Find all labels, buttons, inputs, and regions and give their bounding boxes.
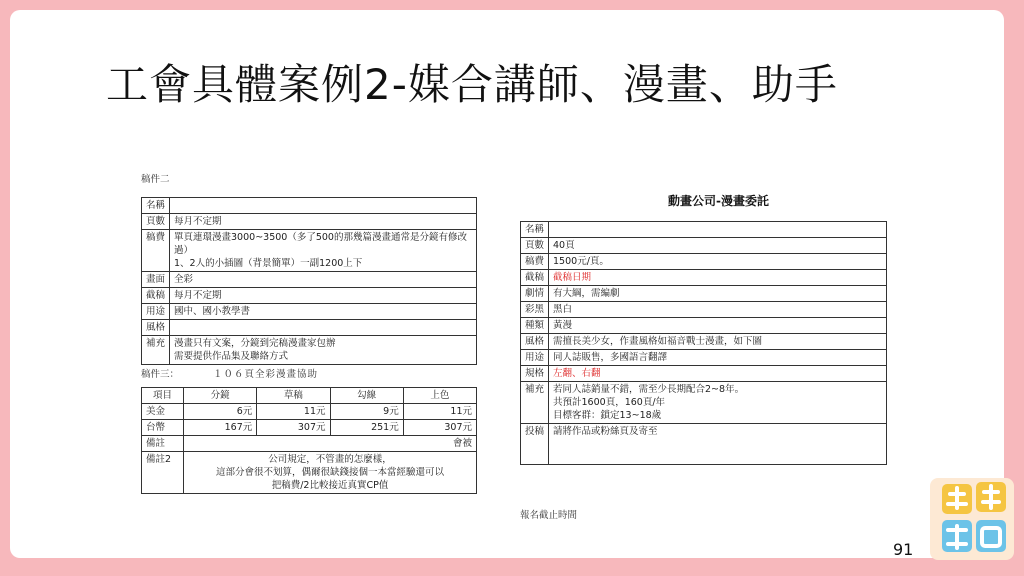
right-spec-row (521, 350, 887, 366)
note2-label: 備註2 (142, 452, 184, 494)
right-spec-row (521, 254, 887, 270)
left-caption-mid: 稿件三： (141, 369, 180, 380)
right-spec-label: 風格 (521, 334, 549, 350)
right-extra-line: 若同人誌銷量不錯，需至少長期配合2~8年。 (553, 384, 745, 395)
left-spec-row (142, 214, 477, 230)
left-spec-value-line: 單頁連環漫畫3000~3500（多了500的那幾篇漫畫通常是分鏡有修改過） (174, 232, 467, 256)
slide-title: 工會具體案例2-媒合講師、漫畫、助手 (106, 60, 838, 109)
price-grid-cell: 251元 (330, 420, 403, 436)
right-submit-label: 投稿 (521, 424, 549, 465)
price-grid-header-cell: 上色 (403, 388, 476, 404)
right-spec-value: 左翻、右翻 (549, 366, 887, 382)
price-grid-cell: 11元 (403, 404, 476, 420)
right-spec-value: 黃漫 (549, 318, 887, 334)
note2-value (184, 452, 477, 494)
note-value: 會被 (184, 436, 477, 452)
left-spec-value-line: 全彩 (174, 274, 194, 285)
left-spec-label: 截稿 (142, 288, 170, 304)
left-spec-value (170, 214, 477, 230)
left-spec-label: 名稱 (142, 198, 170, 214)
note2-line: 公司規定，不管畫的怎麼樣， (268, 454, 392, 465)
price-grid-cell: 11元 (257, 404, 330, 420)
right-spec-row (521, 366, 887, 382)
right-spec-label: 用途 (521, 350, 549, 366)
price-grid-header-cell: 分鏡 (184, 388, 257, 404)
right-spec-label: 名稱 (521, 222, 549, 238)
right-heading: 動畫公司-漫畫委託 (668, 194, 769, 208)
left-spec-value-line: 每月不定期 (174, 216, 222, 227)
left-spec-label: 稿費 (142, 230, 170, 272)
note-row (142, 436, 477, 452)
left-spec-value (170, 336, 477, 365)
right-spec-label: 截稿 (521, 270, 549, 286)
price-grid-cell: 9元 (330, 404, 403, 420)
right-spec-value: 同人誌販售，多國語言翻譯 (549, 350, 887, 366)
right-spec-value: 黑白 (549, 302, 887, 318)
right-spec-value: 有大綱，需編劇 (549, 286, 887, 302)
left-spec-row (142, 230, 477, 272)
left-spec-row (142, 336, 477, 365)
price-grid-cell: 307元 (257, 420, 330, 436)
price-grid-header-cell: 草稿 (257, 388, 330, 404)
left-spec-row (142, 198, 477, 214)
right-spec-value: 需擅長美少女，作畫風格如福音戰士漫畫，如下圖 (549, 334, 887, 350)
price-grid-header-row (142, 388, 477, 404)
right-spec-row (521, 318, 887, 334)
left-spec-row (142, 320, 477, 336)
right-extra-line: 目標客群：鎖定13~18歲 (553, 410, 662, 421)
right-submit-value: 請將作品或粉絲頁及寄至 (549, 424, 887, 465)
note2-row (142, 452, 477, 494)
left-caption-mid-2: １０６頁全彩漫畫協助 (213, 369, 319, 380)
right-spec-value: 1500元/頁。 (549, 254, 887, 270)
price-grid-cell: 167元 (184, 420, 257, 436)
price-grid-cell: 6元 (184, 404, 257, 420)
right-extra-value (549, 382, 887, 424)
price-grid-cell: 307元 (403, 420, 476, 436)
page-number: 91 (893, 540, 914, 559)
right-spec-value: 截稿日期 (549, 270, 887, 286)
right-row-submit (521, 424, 887, 465)
left-spec-value (170, 198, 477, 214)
right-spec-row (521, 302, 887, 318)
note2-line: 把稿費/2比較接近真實CP值 (271, 480, 389, 491)
price-grid-table (141, 387, 477, 494)
price-grid-row (142, 404, 477, 420)
left-spec-table (141, 197, 477, 365)
price-grid-cell: 美金 (142, 404, 184, 420)
left-spec-value-line: 每月不定期 (174, 290, 222, 301)
note-label: 備註 (142, 436, 184, 452)
price-grid-cell: 台幣 (142, 420, 184, 436)
right-spec-label: 彩黑 (521, 302, 549, 318)
left-spec-label: 用途 (142, 304, 170, 320)
right-footer: 報名截止時間 (520, 510, 578, 521)
left-spec-row (142, 272, 477, 288)
right-spec-row (521, 286, 887, 302)
right-spec-label: 規格 (521, 366, 549, 382)
right-spec-label: 頁數 (521, 238, 549, 254)
price-grid-header-cell: 項目 (142, 388, 184, 404)
right-spec-row (521, 270, 887, 286)
left-spec-row (142, 288, 477, 304)
left-spec-value-line: 需要提供作品集及聯絡方式 (174, 351, 289, 362)
right-extra-label: 補充 (521, 382, 549, 424)
left-spec-label: 補充 (142, 336, 170, 365)
left-spec-label: 頁數 (142, 214, 170, 230)
left-spec-value (170, 288, 477, 304)
price-grid-header-cell: 勾線 (330, 388, 403, 404)
right-spec-value (549, 222, 887, 238)
right-spec-row (521, 238, 887, 254)
right-spec-table (520, 221, 887, 465)
left-caption-top: 稿件二 (141, 174, 170, 185)
right-spec-row (521, 222, 887, 238)
right-spec-row (521, 334, 887, 350)
left-spec-label: 畫面 (142, 272, 170, 288)
left-spec-value-line: 國中、國小教學書 (174, 306, 251, 317)
right-row-extra (521, 382, 887, 424)
price-grid-row (142, 420, 477, 436)
right-spec-value: 40頁 (549, 238, 887, 254)
right-spec-label: 稿費 (521, 254, 549, 270)
right-spec-label: 種類 (521, 318, 549, 334)
left-spec-value (170, 230, 477, 272)
left-spec-value (170, 304, 477, 320)
left-spec-label: 風格 (142, 320, 170, 336)
brand-logo-icon (928, 474, 1018, 564)
note2-line: 這部分會很不划算，偶爾很缺錢接個一本當經驗還可以 (216, 467, 445, 478)
left-spec-value (170, 320, 477, 336)
right-spec-label: 劇情 (521, 286, 549, 302)
right-extra-line: 共預計1600頁，160頁/年 (553, 397, 666, 408)
left-spec-value-line: 1、2人的小插圖（背景簡單）一副1200上下 (174, 258, 363, 269)
left-spec-value (170, 272, 477, 288)
left-spec-row (142, 304, 477, 320)
left-spec-value-line: 漫畫只有文案，分鏡到完稿漫畫家包辦 (174, 338, 336, 349)
